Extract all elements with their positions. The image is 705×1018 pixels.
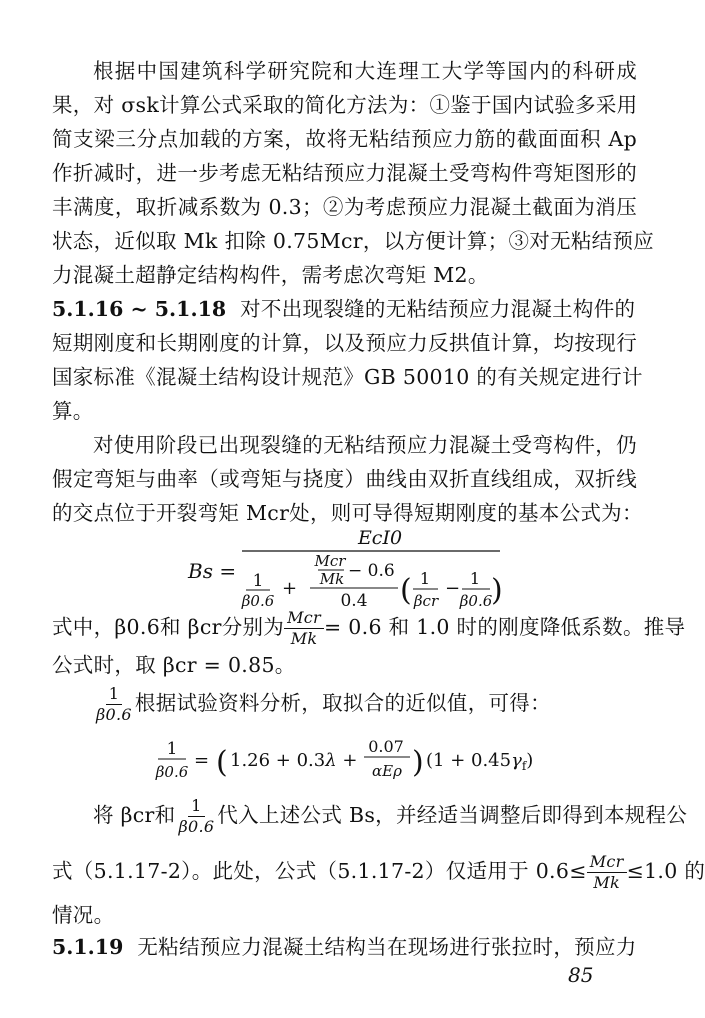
formula1-plus: + xyxy=(282,578,298,599)
formula2-frac-den: αEρ xyxy=(372,762,402,780)
inline-fraction-mcr-mk: $\frac{\text{Mcr}}{Mk}$ xyxy=(587,852,627,893)
paragraph-line xyxy=(52,608,686,649)
svg-text:): ) xyxy=(412,745,424,780)
text-fragment: 式（5.1.17-2）。此处，公式（5.1.17-2）仅适用于 0.6≤ xyxy=(52,859,587,883)
fraction-numerator: 1 xyxy=(106,684,122,705)
formula1-lhs: Bs = xyxy=(188,559,237,583)
svg-text:1: 1 xyxy=(419,569,431,588)
svg-text:β0.6: β0.6 xyxy=(459,592,493,610)
inline-fraction-mcr-mk xyxy=(284,608,324,649)
svg-text:(: ( xyxy=(216,745,228,780)
formula1-ratio-bottom: 0.4 xyxy=(340,591,368,611)
formula2-frac-num: 0.07 xyxy=(368,737,404,756)
fraction-denominator: Mk xyxy=(290,629,318,648)
paragraph-line: 假定弯矩与曲率（或弯矩与挠度）曲线由双折直线组成，双折线 xyxy=(52,467,637,491)
page-number: 85 xyxy=(568,963,594,987)
text-fragment: 根据试验资料分析，取拟合的近似值，可得： xyxy=(134,691,551,715)
svg-text:− 0.6: − 0.6 xyxy=(348,561,395,581)
paragraph-line: 短期刚度和长期刚度的计算，以及预应力反拱值计算，均按现行 xyxy=(52,331,637,355)
paragraph-line: 果，对 σsk计算公式采取的简化方法为：①鉴于国内试验多采用 xyxy=(52,93,638,117)
paragraph-line: 情况。 xyxy=(52,903,115,927)
paragraph-line: 作折减时，进一步考虑无粘结预应力混凝土受弯构件弯矩图形的 xyxy=(52,161,637,185)
svg-text:): ) xyxy=(491,573,503,608)
svg-text:=: = xyxy=(194,750,210,771)
inline-fraction-one-over-beta xyxy=(93,684,135,725)
paragraph-line: 国家标准《混凝土结构设计规范》GB 50010 的有关规定进行计 xyxy=(52,365,643,389)
section-number: 5.1.19 xyxy=(52,935,124,959)
formula1-numerator: EcI0 xyxy=(357,527,403,549)
svg-text:−: − xyxy=(445,578,461,599)
text-fragment: 将 βcr和 xyxy=(93,803,176,827)
fraction-denominator: β0.6 xyxy=(96,705,132,724)
paragraph-line xyxy=(93,684,637,725)
formula-short-term-stiffness xyxy=(170,528,530,610)
paragraph-line: 公式时，取 βcr = 0.85。 xyxy=(52,653,296,677)
text-fragment: 代入上述公式 Bs，并经适当调整后即得到本规程公 xyxy=(217,803,688,827)
svg-text:1: 1 xyxy=(166,739,178,759)
paragraph-line: 丰满度，取折减系数为 0.3；②为考虑预应力混凝土截面为消压 xyxy=(52,195,637,219)
paragraph-line: 对使用阶段已出现裂缝的无粘结预应力混凝土受弯构件，仍 xyxy=(93,433,637,457)
paragraph-line xyxy=(52,852,705,893)
text-fragment: = 0.6 和 1.0 时的刚度降低系数。推导 xyxy=(324,615,686,639)
formula-beta-fit xyxy=(150,730,550,790)
paragraph-line: 根据中国建筑科学研究院和大连理工大学等国内的科研成 xyxy=(93,59,637,83)
paragraph-line xyxy=(93,796,688,837)
svg-text:Mk: Mk xyxy=(319,570,345,588)
svg-text:1: 1 xyxy=(469,569,481,588)
text-fragment: ≤1.0 的 xyxy=(626,859,705,883)
svg-text:1.26 + 0.3λ +: 1.26 + 0.3λ + xyxy=(230,750,358,771)
paragraph-line: 简支梁三分点加载的方案，故将无粘结预应力筋的截面面积 Ap xyxy=(52,127,637,151)
paragraph-line: 状态，近似取 Mk 扣除 0.75Mcr，以方便计算；③对无粘结预应 xyxy=(52,229,655,253)
svg-text:β0.6: β0.6 xyxy=(241,592,275,610)
svg-text:β0.6: β0.6 xyxy=(155,763,189,781)
svg-text:(: ( xyxy=(400,573,412,608)
paragraph-line: 力混凝土超静定结构构件，需考虑次弯矩 M2。 xyxy=(52,263,489,287)
section-heading-line xyxy=(52,934,637,960)
svg-text:(1 + 0.45γf): $(1 + 0.45\gamma_f)$ xyxy=(426,750,534,773)
inline-fraction-one-over-beta: $\frac{1}{\beta 0.6}$ xyxy=(178,796,215,836)
section-heading-line xyxy=(52,296,637,322)
svg-text:Mcr: Mcr xyxy=(314,552,346,570)
section-number: 5.1.16 ~ 5.1.18 xyxy=(52,297,227,321)
fraction-numerator: Mcr xyxy=(284,608,324,629)
paragraph-line: 算。 xyxy=(52,399,94,423)
svg-text:1: 1 xyxy=(252,571,264,591)
text-fragment: 式中，β0.6和 βcr分别为 xyxy=(52,615,285,639)
section-text: 无粘结预应力混凝土结构当在现场进行张拉时，预应力 xyxy=(137,935,637,959)
paragraph-line: 的交点位于开裂弯矩 Mcr处，则可导得短期刚度的基本公式为： xyxy=(52,501,643,525)
section-text: 对不出现裂缝的无粘结预应力混凝土构件的 xyxy=(240,297,636,321)
svg-text:βcr: βcr xyxy=(413,592,439,610)
